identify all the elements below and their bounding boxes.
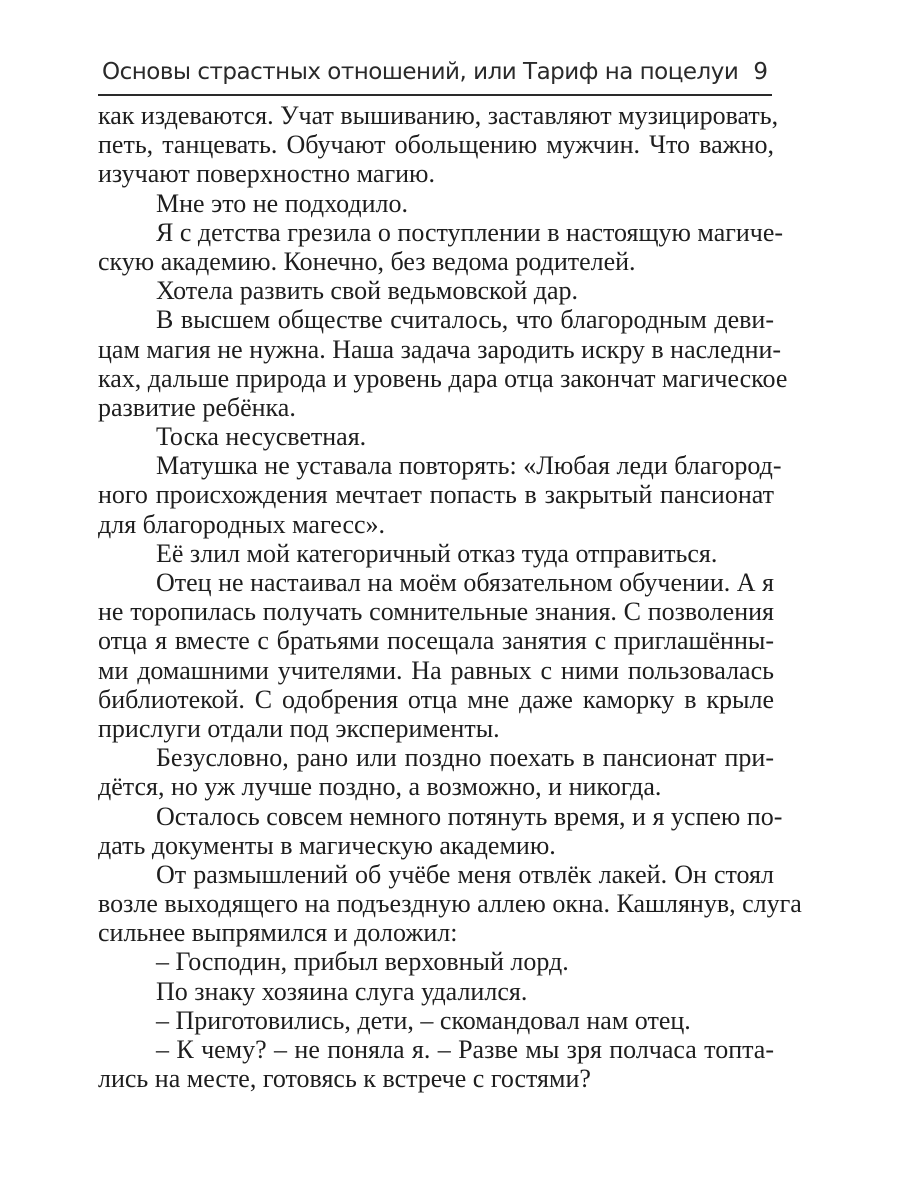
text-line: Её злил мой категоричный отказ туда отправиться. — [156, 538, 718, 568]
text-line: лись на месте, готовясь к встрече с гостями? — [98, 1064, 591, 1094]
text-line: изучают поверхностно магию. — [98, 159, 435, 189]
text-line: Хотела развить свой ведьмовской дар. — [156, 276, 579, 306]
running-title: Основы страстных отношений, или Тариф на поцелуи — [102, 59, 739, 85]
text-line: ного происхождения мечтает попасть в закрытый пансионат — [98, 480, 774, 510]
running-header — [98, 54, 772, 96]
text-line: дётся, но уж лучше поздно, а возможно, и никогда. — [98, 772, 662, 802]
text-line: дать документы в магическую академию. — [98, 830, 556, 860]
text-line: В высшем обществе считалось, что благородным деви- — [156, 305, 774, 335]
text-line: Матушка не уставала повторять: «Любая леди благород- — [156, 451, 782, 481]
text-line: – Господин, прибыл верховный лорд. — [156, 947, 569, 977]
text-line: Безусловно, рано или поздно поехать в пансионат при- — [156, 743, 774, 773]
text-line: Мне это не подходило. — [156, 188, 408, 218]
text-line: библиотекой. С одобрения отца мне даже каморку в крыле — [98, 684, 774, 714]
text-line: петь, танцевать. Обучают обольщению мужчин. Что важно, — [98, 130, 774, 160]
text-line: прислуги отдали под эксперименты. — [98, 713, 500, 743]
text-line: От размышлений об учёбе меня отвлёк лакей. Он стоял — [156, 859, 774, 889]
text-line: Я с детства грезила о поступлении в настоящую магиче- — [156, 217, 784, 247]
text-line: возле выходящего на подъездную аллею окна. Кашлянув, слуга — [98, 889, 802, 919]
text-line: отца я вместе с братьями посещала занятия с приглашённы- — [98, 626, 774, 656]
text-line: Тоска несусветная. — [156, 422, 367, 452]
text-line: ми домашними учителями. На равных с ними пользовалась — [98, 655, 774, 685]
body-text — [98, 101, 802, 1094]
text-line: – К чему? – не поняла я. – Разве мы зря полчаса топта- — [156, 1035, 774, 1064]
text-line: скую академию. Конечно, без ведома родителей. — [98, 246, 636, 276]
text-line: цам магия не нужна. Наша задача зародить искру в наследни- — [98, 334, 782, 364]
text-line: ках, дальше природа и уровень дара отца закончат магическое — [98, 363, 788, 393]
text-line: для благородных магесс». — [98, 509, 386, 539]
text-line: Осталось совсем немного потянуть время, и я успею по- — [156, 801, 783, 831]
page-number: 9 — [753, 59, 768, 85]
text-line: – Приготовились, дети, – скомандовал нам отец. — [156, 1005, 691, 1035]
text-line: сильнее выпрямился и доложил: — [98, 918, 458, 948]
text-line: не торопилась получать сомнительные знания. С позволения — [98, 597, 774, 627]
text-line: развитие ребёнка. — [98, 392, 296, 422]
text-line: По знаку хозяина слуга удалился. — [156, 976, 528, 1006]
text-line: как издеваются. Учат вышиванию, заставляют музицировать, — [98, 101, 779, 130]
text-line: Отец не настаивал на моём обязательном обучении. А я — [156, 568, 774, 597]
